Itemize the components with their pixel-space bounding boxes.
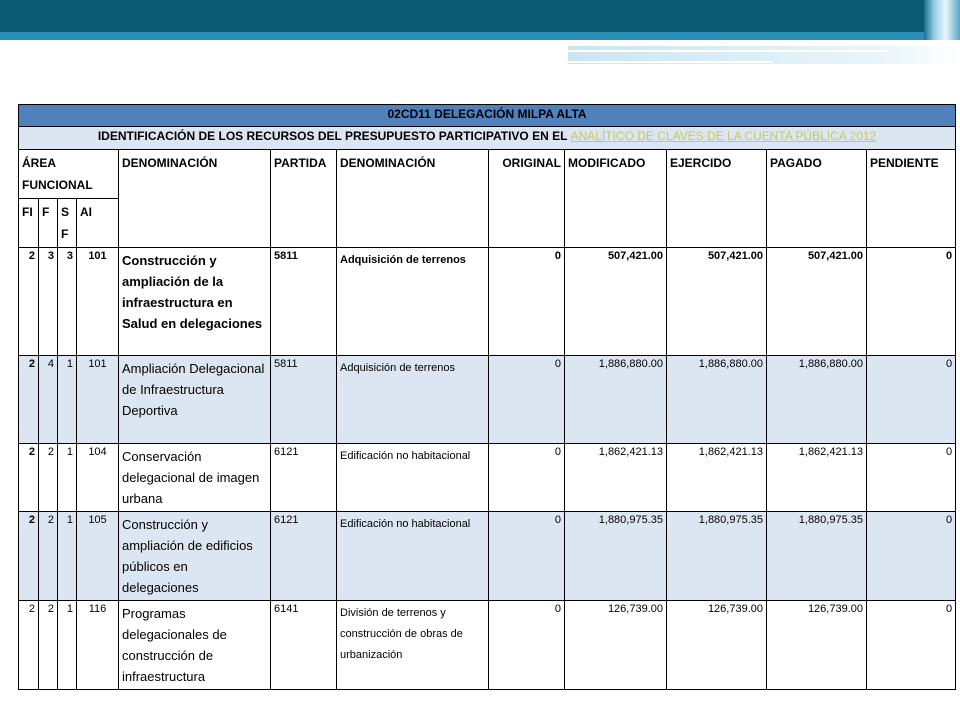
subtitle-text: IDENTIFICACIÓN DE LOS RECURSOS DEL PRESUPUESTO PARTICIPATIVO EN EL: [97, 129, 571, 143]
header-fi: FI: [19, 199, 39, 248]
cell-ejercido: 1,880,975.35: [667, 512, 767, 601]
table-row: [19, 601, 956, 690]
cell-ai: 101: [77, 248, 119, 356]
cell-ai: 116: [77, 601, 119, 690]
cell-denominacion: Conservación delegacional de imagen urbana: [119, 444, 271, 512]
slide-header-stripe: [0, 32, 960, 40]
accent-line: [568, 50, 888, 52]
cell-original: 0: [489, 444, 565, 512]
cell-partida: 6141: [271, 601, 337, 690]
cell-partida-denominacion: Adquisición de terrenos: [337, 356, 489, 444]
cell-ai: 104: [77, 444, 119, 512]
cell-f: 4: [39, 356, 58, 444]
header-area-funcional: ÁREA FUNCIONAL: [19, 150, 119, 199]
cell-fi: 2: [19, 601, 39, 690]
table-subtitle: [19, 127, 956, 150]
cell-fi: 2: [19, 248, 39, 356]
header-partida: PARTIDA: [271, 150, 337, 248]
header-f: F: [39, 199, 58, 248]
cell-sf: 1: [58, 356, 77, 444]
cell-denominacion: Construcción y ampliación de edificios públicos en delegaciones: [119, 512, 271, 601]
table-row: [19, 512, 956, 601]
table-title: 02CD11 DELEGACIÓN MILPA ALTA: [19, 105, 956, 127]
cell-f: 2: [39, 512, 58, 601]
cell-pagado: 1,862,421.13: [767, 444, 867, 512]
cell-modificado: 126,739.00: [565, 601, 667, 690]
cell-ai: 101: [77, 356, 119, 444]
cell-f: 3: [39, 248, 58, 356]
cell-partida-denominacion: División de terrenos y construcción de obras de urbanización: [337, 601, 489, 690]
header-original: ORIGINAL: [489, 150, 565, 248]
header-ejercido: EJERCIDO: [667, 150, 767, 248]
cell-original: 0: [489, 356, 565, 444]
cell-partida: 5811: [271, 356, 337, 444]
cell-modificado: 1,880,975.35: [565, 512, 667, 601]
header-denominacion-partida: DENOMINACIÓN: [337, 150, 489, 248]
cell-original: 0: [489, 601, 565, 690]
cell-partida: 5811: [271, 248, 337, 356]
cell-sf: 1: [58, 444, 77, 512]
cell-denominacion: Construcción y ampliación de la infraestructura en Salud en delegaciones: [119, 248, 271, 356]
cell-pendiente: 0: [867, 444, 956, 512]
cell-pendiente: 0: [867, 356, 956, 444]
cell-pagado: 1,880,975.35: [767, 512, 867, 601]
header-modificado: MODIFICADO: [565, 150, 667, 248]
cell-sf: 1: [58, 512, 77, 601]
table-row: [19, 356, 956, 444]
accent-line: [0, 40, 890, 43]
header-ai: AI: [77, 199, 119, 248]
accent-line: [568, 61, 773, 63]
cell-f: 2: [39, 601, 58, 690]
cell-sf: 3: [58, 248, 77, 356]
cell-modificado: 1,886,880.00: [565, 356, 667, 444]
cell-fi: 2: [19, 512, 39, 601]
header-pendiente: PENDIENTE: [867, 150, 956, 248]
cell-partida-denominacion: Edificación no habitacional: [337, 444, 489, 512]
cell-denominacion: Programas delegacionales de construcción de infraestructura: [119, 601, 271, 690]
budget-table: [18, 104, 956, 690]
cell-ejercido: 1,862,421.13: [667, 444, 767, 512]
cell-ejercido: 126,739.00: [667, 601, 767, 690]
cell-partida: 6121: [271, 444, 337, 512]
cell-pendiente: 0: [867, 512, 956, 601]
cell-ejercido: 507,421.00: [667, 248, 767, 356]
cell-pagado: 1,886,880.00: [767, 356, 867, 444]
header-denominacion: DENOMINACIÓN: [119, 150, 271, 248]
cell-fi: 2: [19, 356, 39, 444]
cell-partida-denominacion: Adquisición de terrenos: [337, 248, 489, 356]
table-row: [19, 248, 956, 356]
cell-pagado: 507,421.00: [767, 248, 867, 356]
header-pagado: PAGADO: [767, 150, 867, 248]
cell-denominacion: Ampliación Delegacional de Infraestructura Deportiva: [119, 356, 271, 444]
cell-pendiente: 0: [867, 248, 956, 356]
cell-modificado: 507,421.00: [565, 248, 667, 356]
cell-ejercido: 1,886,880.00: [667, 356, 767, 444]
cell-fi: 2: [19, 444, 39, 512]
cell-partida: 6121: [271, 512, 337, 601]
cell-pagado: 126,739.00: [767, 601, 867, 690]
cuenta-publica-link[interactable]: ANALÍTICO DE CLAVES DE LA CUENTA PÚBLICA 2012: [570, 129, 877, 143]
cell-sf: 1: [58, 601, 77, 690]
cell-original: 0: [489, 248, 565, 356]
cell-pendiente: 0: [867, 601, 956, 690]
cell-original: 0: [489, 512, 565, 601]
header-sf: S F: [58, 199, 77, 248]
cell-f: 2: [39, 444, 58, 512]
slide-header-bar: [0, 0, 960, 32]
cell-ai: 105: [77, 512, 119, 601]
cell-partida-denominacion: Edificación no habitacional: [337, 512, 489, 601]
table-row: [19, 444, 956, 512]
slide-header-ornament: [924, 0, 960, 40]
cell-modificado: 1,862,421.13: [565, 444, 667, 512]
